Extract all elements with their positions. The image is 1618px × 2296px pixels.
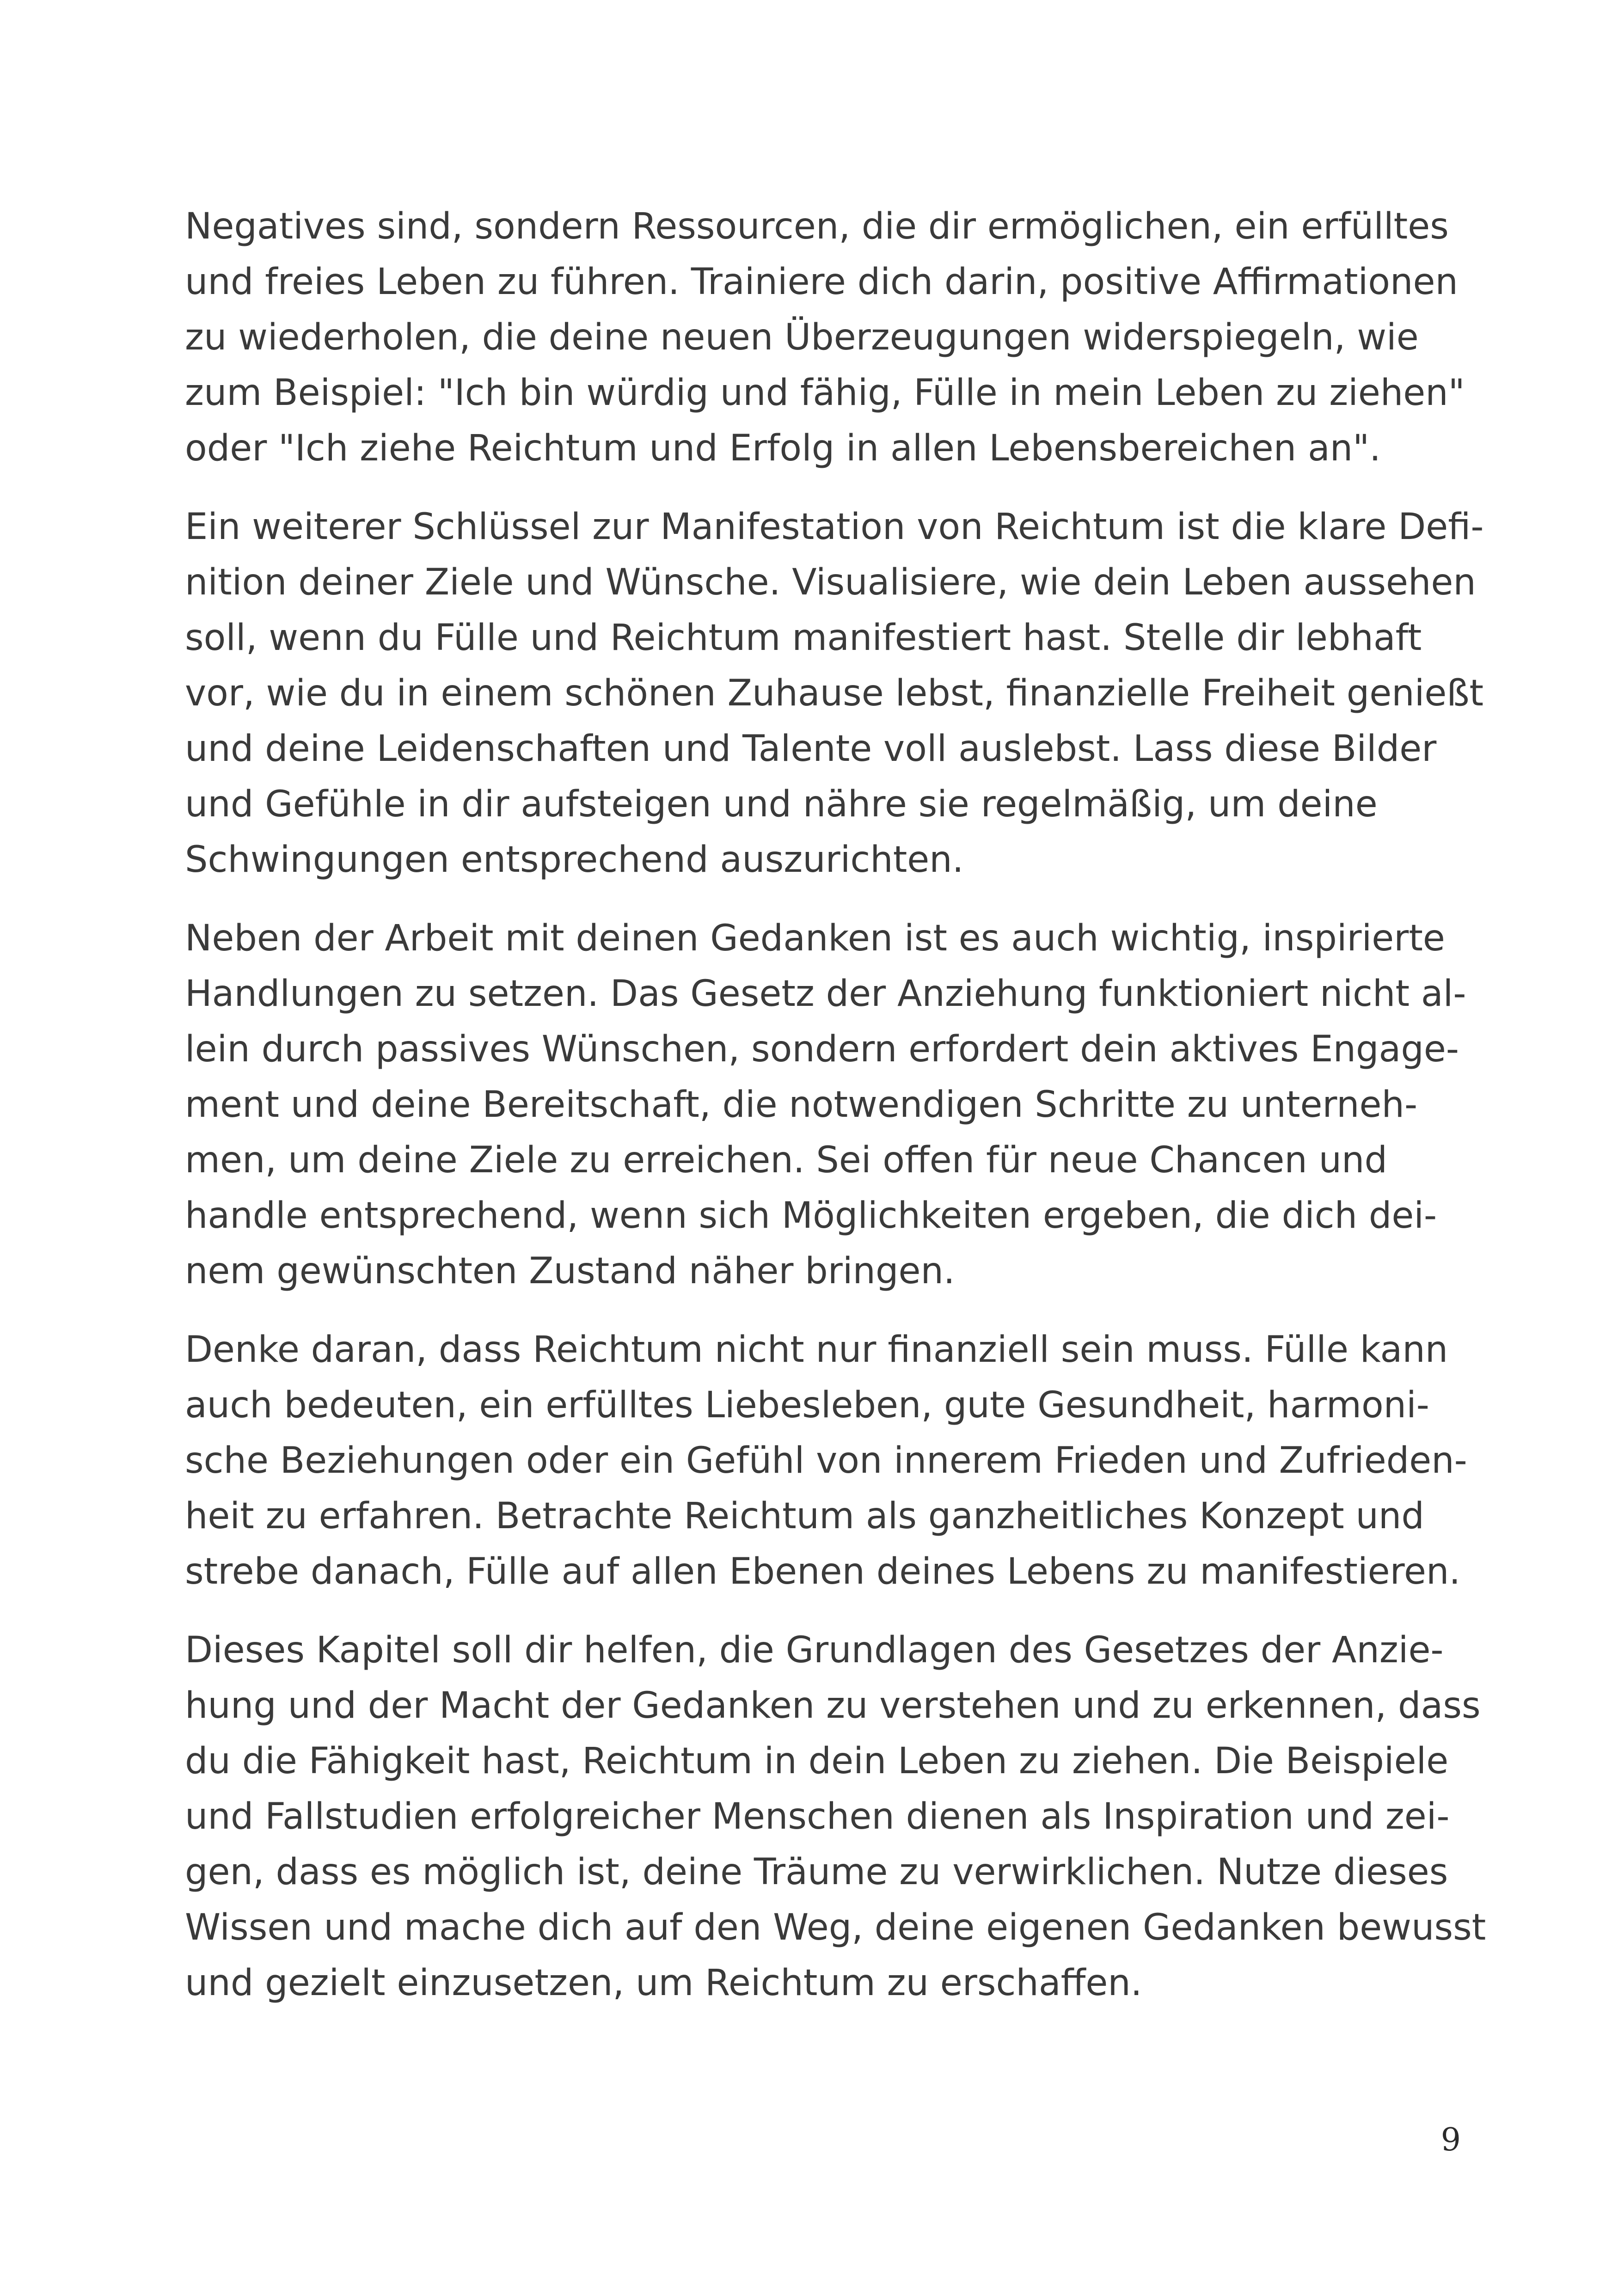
page-number: 9 bbox=[1440, 2122, 1461, 2158]
paragraph-5 bbox=[185, 1623, 1486, 2011]
text-line: sche Beziehungen oder ein Gefühl von innerem Frieden und Zufrieden- bbox=[185, 1440, 1467, 1482]
text-line: lein durch passives Wünschen, sondern erfordert dein aktives Engage- bbox=[185, 1029, 1459, 1070]
paragraph-1 bbox=[185, 199, 1465, 476]
text-line: nem gewünschten Zustand näher bringen. bbox=[185, 1250, 955, 1292]
paragraph-2 bbox=[185, 499, 1484, 888]
text-line: Dieses Kapitel soll dir helfen, die Grundlagen des Gesetzes der Anzie- bbox=[185, 1629, 1444, 1671]
text-line: zum Beispiel: "Ich bin würdig und fähig, Fülle in mein Leben zu ziehen" bbox=[185, 372, 1465, 414]
text-line: Negatives sind, sondern Ressourcen, die dir ermöglichen, ein erfülltes bbox=[185, 206, 1449, 247]
text-line: zu wiederholen, die deine neuen Überzeugungen widerspiegeln, wie bbox=[185, 317, 1419, 358]
text-line: und gezielt einzusetzen, um Reichtum zu erschaffen. bbox=[185, 1962, 1142, 2004]
text-line: soll, wenn du Fülle und Reichtum manifestiert hast. Stelle dir lebhaft bbox=[185, 617, 1422, 659]
text-line: strebe danach, Fülle auf allen Ebenen deines Lebens zu manifestieren. bbox=[185, 1551, 1461, 1592]
text-line: du die Fähigkeit hast, Reichtum in dein Leben zu ziehen. Die Beispiele bbox=[185, 1740, 1449, 1782]
text-line: oder "Ich ziehe Reichtum und Erfolg in allen Lebensbereichen an". bbox=[185, 428, 1381, 469]
text-line: vor, wie du in einem schönen Zuhause lebst, finanzielle Freiheit genießt bbox=[185, 673, 1484, 714]
text-line: hung und der Macht der Gedanken zu verstehen und zu erkennen, dass bbox=[185, 1685, 1481, 1727]
text-line: nition deiner Ziele und Wünsche. Visualisiere, wie dein Leben aussehen bbox=[185, 562, 1476, 603]
text-line: heit zu erfahren. Betrachte Reichtum als ganzheitliches Konzept und bbox=[185, 1495, 1424, 1537]
paragraph-4 bbox=[185, 1322, 1467, 1599]
text-line: men, um deine Ziele zu erreichen. Sei offen für neue Chancen und bbox=[185, 1139, 1388, 1181]
text-line: Handlungen zu setzen. Das Gesetz der Anziehung funktioniert nicht al- bbox=[185, 973, 1466, 1015]
text-line: und freies Leben zu führen. Trainiere dich darin, positive Affirmationen bbox=[185, 261, 1458, 303]
text-line: und deine Leidenschaften und Talente voll auslebst. Lass diese Bilder bbox=[185, 728, 1437, 770]
text-line: Denke daran, dass Reichtum nicht nur finanziell sein muss. Fülle kann bbox=[185, 1329, 1448, 1371]
text-line: Schwingungen entsprechend auszurichten. bbox=[185, 839, 964, 881]
paragraph-3 bbox=[185, 911, 1466, 1299]
text-line: auch bedeuten, ein erfülltes Liebesleben, gute Gesundheit, harmoni- bbox=[185, 1384, 1429, 1426]
text-line: und Fallstudien erfolgreicher Menschen dienen als Inspiration und zei- bbox=[185, 1796, 1450, 1837]
text-line: Wissen und mache dich auf den Weg, deine eigenen Gedanken bewusst bbox=[185, 1907, 1486, 1948]
text-line: handle entsprechend, wenn sich Möglichkeiten ergeben, die dich dei- bbox=[185, 1195, 1437, 1237]
text-line: und Gefühle in dir aufsteigen und nähre sie regelmäßig, um deine bbox=[185, 784, 1378, 825]
text-line: gen, dass es möglich ist, deine Träume zu verwirklichen. Nutze dieses bbox=[185, 1851, 1448, 1893]
body-text bbox=[185, 199, 1486, 2034]
text-line: Ein weiterer Schlüssel zur Manifestation von Reichtum ist die klare Defi- bbox=[185, 506, 1484, 548]
text-line: Neben der Arbeit mit deinen Gedanken ist es auch wichtig, inspirierte bbox=[185, 918, 1445, 959]
text-line: ment und deine Bereitschaft, die notwendigen Schritte zu unterneh- bbox=[185, 1084, 1418, 1126]
